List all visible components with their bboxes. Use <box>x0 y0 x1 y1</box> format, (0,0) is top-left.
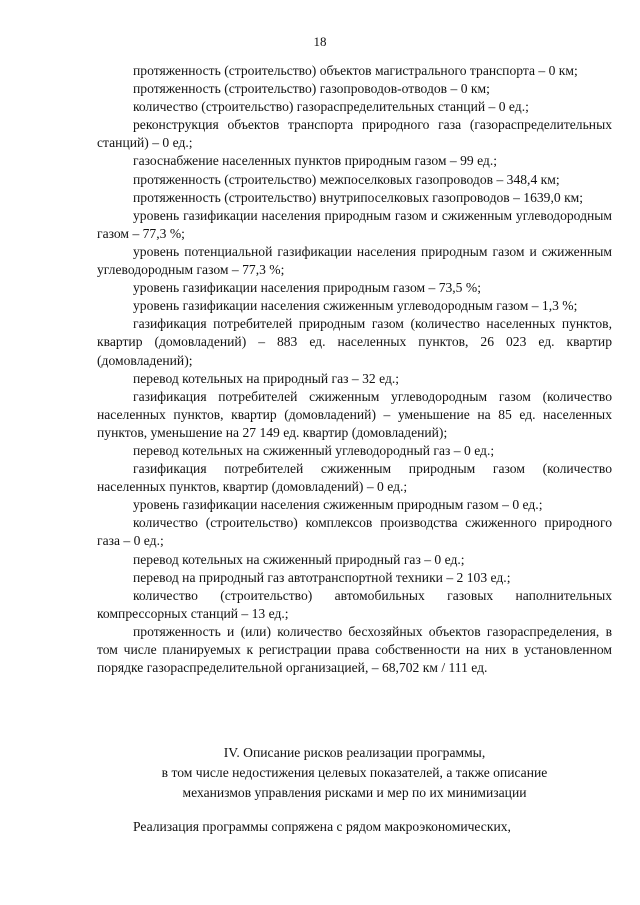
paragraph: протяженность (строительство) внутрипоселковых газопроводов – 1639,0 км; <box>133 189 584 205</box>
paragraph: уровень газификации населения сжиженным природным газом – 0 ед.; <box>133 497 543 513</box>
paragraph: протяженность (строительство) объектов магистрального транспорта – 0 км; <box>133 63 578 78</box>
section-body <box>97 818 612 836</box>
section-heading-line: IV. Описание рисков реализации программы, <box>223 745 486 760</box>
paragraph: протяженность (строительство) межпоселковых газопроводов – 348,4 км; <box>133 171 560 187</box>
paragraph: реконструкция объектов транспорта природного газа (газораспределительных станций) – 0 ед.; <box>97 117 612 151</box>
page-number: 18 <box>313 34 327 49</box>
paragraph: протяженность и (или) количество бесхозяйных объектов газораспределения, в том числе планируемых к регистрации права собственности на них в установленном порядке газораспределительной организацией, – 68,702 км / 111 ед. <box>97 623 612 676</box>
document-body <box>97 62 612 677</box>
paragraph: перевод котельных на сжиженный углеводородный газ – 0 ед.; <box>133 442 495 458</box>
paragraph: Реализация программы сопряжена с рядом макроэкономических, <box>133 819 511 834</box>
paragraph: газификация потребителей сжиженным углеводородным газом (количество населенных пунктов, квартир (домовладений) – уменьшение на 85 ед. населенных пунктов, уменьшение на 27 149 ед. квартир (домовладений); <box>97 388 612 440</box>
paragraph: количество (строительство) газораспределительных станций – 0 ед.; <box>133 99 529 115</box>
section-heading-line: механизмов управления рисками и мер по их минимизации <box>182 785 527 800</box>
paragraph: перевод котельных на сжиженный природный газ – 0 ед.; <box>133 551 465 567</box>
paragraph: уровень потенциальной газификации населения природным газом и сжиженным углеводородным газом – 77,3 %; <box>97 243 612 278</box>
paragraph: протяженность (строительство) газопроводов-отводов – 0 км; <box>133 81 490 97</box>
paragraph: количество (строительство) автомобильных газовых наполнительных компрессорных станций – 13 ед.; <box>97 587 612 621</box>
paragraph: количество (строительство) комплексов производства сжиженного природного газа – 0 ед.; <box>97 515 612 549</box>
section-heading <box>97 743 612 803</box>
paragraph: перевод котельных на природный газ – 32 ед.; <box>133 370 400 386</box>
section-heading-line: в том числе недостижения целевых показателей, а также описание <box>161 765 548 780</box>
paragraph: газоснабжение населенных пунктов природным газом – 99 ед.; <box>133 153 498 169</box>
paragraph: уровень газификации населения природным газом – 73,5 %; <box>133 280 481 296</box>
paragraph: газификация потребителей природным газом (количество населенных пунктов, квартир (домовладений) – 883 ед. населенных пунктов, 26 023 ед. квартир (домовладений); <box>97 316 612 368</box>
paragraph: перевод на природный газ автотранспортной техники – 2 103 ед.; <box>133 569 511 585</box>
paragraph: уровень газификации населения сжиженным углеводородным газом – 1,3 %; <box>133 298 578 314</box>
paragraph: уровень газификации населения природным газом и сжиженным углеводородным газом – 77,3 %; <box>97 207 612 241</box>
paragraph: газификация потребителей сжиженным природным газом (количество населенных пунктов, квартир (домовладений) – 0 ед.; <box>97 461 612 495</box>
